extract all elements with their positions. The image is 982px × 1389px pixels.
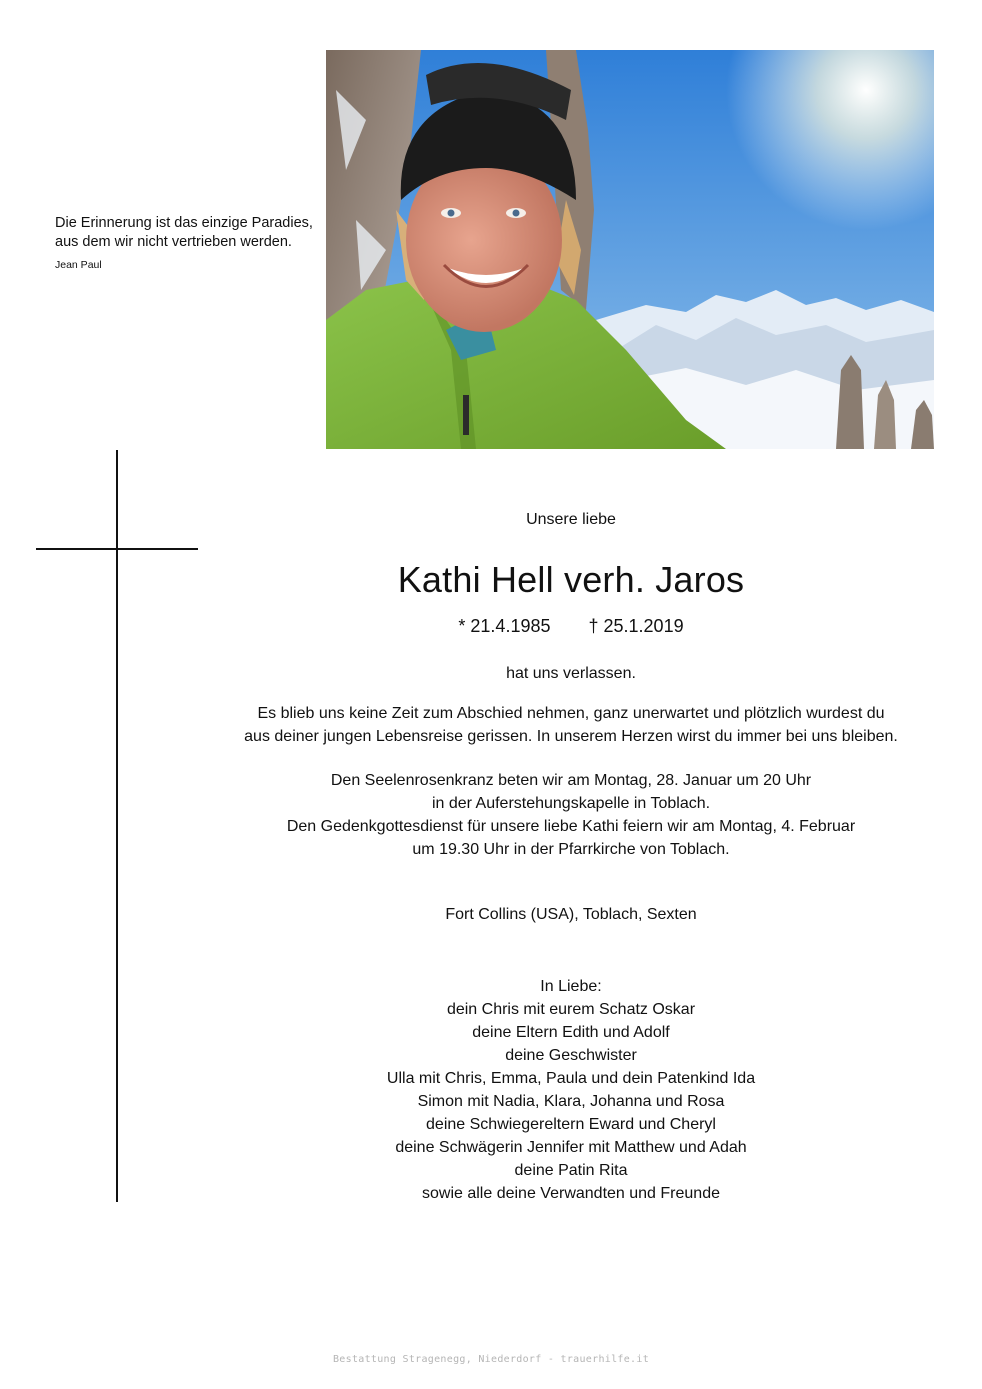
family-line: dein Chris mit eurem Schatz Oskar [446, 1001, 696, 1018]
cross-horizontal-bar [36, 548, 198, 550]
message-line: Es blieb uns keine Zeit zum Abschied nehmen, ganz unerwartet und plötzlich wurdest du [257, 705, 885, 722]
service-announcement [200, 769, 942, 861]
service-line: in der Auferstehungskapelle in Toblach. [431, 795, 711, 812]
service-line: um 19.30 Uhr in der Pfarrkirche von Toblach. [412, 841, 730, 858]
family-line: deine Patin Rita [514, 1162, 628, 1179]
intro-text: Unsere liebe [526, 511, 616, 528]
message-line: aus deiner jungen Lebensreise gerissen. In unserem Herzen wirst du immer bei uns bleiben. [244, 728, 898, 745]
family-line: In Liebe: [540, 978, 602, 995]
quote-author: Jean Paul [55, 259, 102, 271]
life-dates [200, 616, 942, 637]
family-line: sowie alle deine Verwandten und Freunde [422, 1185, 720, 1202]
farewell-message [200, 702, 942, 748]
quote-line: aus dem wir nicht vertrieben werden. [55, 234, 292, 250]
family-line: Simon mit Nadia, Klara, Johanna und Rosa [417, 1093, 725, 1110]
passed-away-text: hat uns verlassen. [506, 665, 636, 682]
family-line: Ulla mit Chris, Emma, Paula und dein Patenkind Ida [386, 1070, 756, 1087]
places-line: Fort Collins (USA), Toblach, Sexten [445, 906, 697, 923]
family-line: deine Eltern Edith und Adolf [472, 1024, 670, 1041]
service-line: Den Gedenkgottesdienst für unsere liebe Kathi feiern wir am Montag, 4. Februar [286, 818, 856, 835]
family-line: deine Geschwister [505, 1047, 637, 1064]
service-line: Den Seelenrosenkranz beten wir am Montag, 28. Januar um 20 Uhr [330, 772, 812, 789]
family-list [200, 975, 942, 1205]
family-line: deine Schwiegereltern Eward und Cheryl [426, 1116, 716, 1133]
cross-vertical-bar [116, 450, 118, 1202]
footer-credit: Bestattung Stragenegg, Niederdorf - trauerhilfe.it [332, 1354, 650, 1365]
quote-line: Die Erinnerung ist das einzige Paradies, [55, 215, 313, 231]
death-date: † 25.1.2019 [588, 616, 684, 636]
family-line: deine Schwägerin Jennifer mit Matthew und Adah [395, 1139, 747, 1156]
deceased-name: Kathi Hell verh. Jaros [397, 559, 745, 600]
quote-block [55, 214, 315, 275]
birth-date: * 21.4.1985 [458, 616, 551, 636]
portrait-photo [326, 50, 934, 449]
